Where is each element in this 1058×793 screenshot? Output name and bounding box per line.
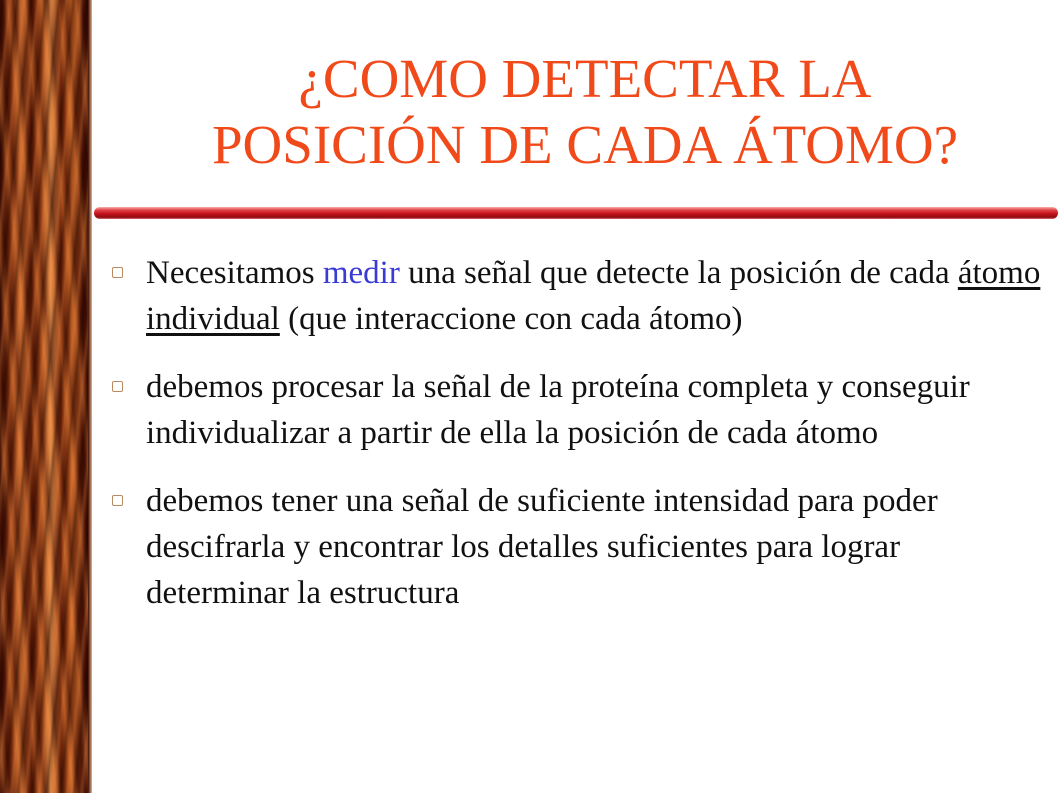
bullet-1-part-3: (que interaccione con cada átomo) [279,301,743,337]
bullet-2-text: debemos procesar la señal de la proteína completa y conseguir individualizar a partir de ella la posición de cada átomo [146,369,970,451]
bullet-square-icon [112,381,123,392]
title-line-1: ¿COMO DETECTAR LA [298,48,872,109]
bullet-1-underlined: átomo individual [146,255,1041,337]
wood-texture-strip [0,0,92,793]
bullet-list [112,250,1042,638]
title-divider [94,207,1058,219]
bullet-item-2 [112,364,1042,456]
bullet-square-icon [112,267,123,278]
title-line-2: POSICIÓN DE CADA ÁTOMO? [211,114,959,175]
bullet-3-text: debemos tener una señal de suficiente intensidad para poder descifrarla y encontrar los detalles suficientes para lograr determinar la estructura [146,483,938,611]
bullet-item-1 [112,250,1042,342]
bullet-1-part-1: Necesitamos [146,255,323,291]
bullet-1-highlight: medir [322,255,400,291]
slide-title [150,46,1020,178]
wood-strip-edge [88,0,92,793]
bullet-1-part-2: una señal que detecte la posición de cada [399,255,958,291]
bullet-square-icon [112,495,123,506]
bullet-item-3 [112,478,1042,616]
